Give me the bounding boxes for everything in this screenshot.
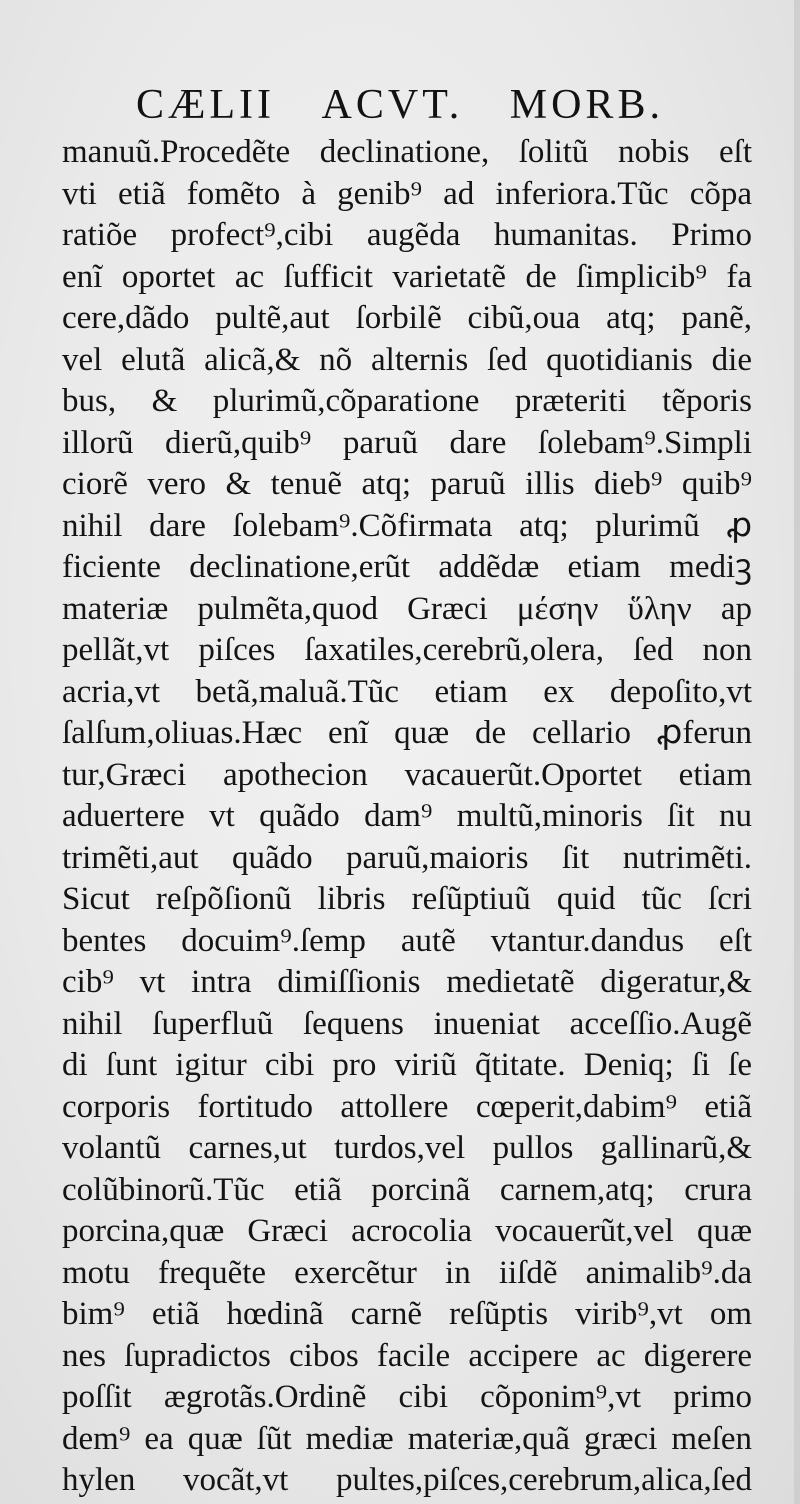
text-line: cib⁹ vt intra dimiſſionis medietatẽ digeratur,& xyxy=(62,964,752,1000)
text-line: illorũ dierũ,quib⁹ paruũ dare ſolebam⁹.Simpli xyxy=(62,424,752,461)
text-line: dem⁹ ea quæ ſũt mediæ materiæ,quã græci meſen xyxy=(62,1420,752,1457)
text-line: bus, & plurimũ,cõparatione præteriti tẽporis xyxy=(62,383,752,419)
text-line: bim⁹ etiã hœdinã carnẽ reſũptis virib⁹,vt om xyxy=(62,1296,752,1332)
text-line: enĩ oportet ac ſufficit varietatẽ de ſimplicib⁹ fa xyxy=(62,258,752,295)
header-work: ACVT. xyxy=(321,82,464,128)
text-line: cere,dãdo pultẽ,aut ſorbilẽ cibũ,oua atq; panẽ, xyxy=(62,300,752,336)
text-line: colũbinorũ.Tũc etiã porcinã carnem,atq; crura xyxy=(62,1171,752,1208)
text-line: pellãt,vt piſces ſaxatiles,cerebrũ,olera, ſed non xyxy=(62,632,752,668)
text-line: Sicut reſpõſionũ libris reſũptiuũ quid tũc ſcri xyxy=(62,881,752,917)
text-line: materiæ pulmẽta,quod Græci μέσην ὕλην ap xyxy=(62,590,752,627)
text-line: bentes docuim⁹.ſemp autẽ vtantur.dandus eſt xyxy=(62,922,752,959)
text-line: ficiente declinatione,erũt addẽdæ etiam mediꝫ xyxy=(62,549,752,585)
header-author: CÆLII xyxy=(136,82,276,128)
text-line: hylen vocãt,vt pultes,piſces,cerebrum,alica,ſed xyxy=(62,1462,752,1498)
text-line: aduertere vt quãdo dam⁹ multũ,minoris ſit nu xyxy=(62,798,752,834)
text-line: poſſit ægrotãs.Ordinẽ cibi cõponim⁹,vt primo xyxy=(62,1379,752,1415)
text-line: nes ſupradictos cibos facile accipere ac digerere xyxy=(62,1337,752,1374)
text-line: vel elutã alicã,& nõ alternis ſed quotidianis die xyxy=(62,341,752,378)
text-line: di ſunt igitur cibi pro viriũ q̃titate. Deniq; ſi ſe xyxy=(62,1047,752,1083)
page-edge xyxy=(794,0,800,1504)
text-line: motu frequẽte exercẽtur in iiſdẽ animalib⁹.da xyxy=(62,1254,752,1291)
text-line: trimẽti,aut quãdo paruũ,maioris ſit nutrimẽti. xyxy=(62,839,752,876)
body-text xyxy=(62,132,752,1502)
text-line: tur,Græci apothecion vacauerũt.Oportet etiam xyxy=(62,756,752,793)
text-line: corporis fortitudo attollere cœperit,dabim⁹ etiã xyxy=(62,1088,752,1125)
text-line: ciorẽ vero & tenuẽ atq; paruũ illis dieb⁹ quib⁹ xyxy=(62,466,752,502)
header-book: MORB. xyxy=(509,82,664,128)
text-line: vti etiã fomẽto à genib⁹ ad inferiora.Tũc cõpa xyxy=(62,175,752,212)
text-line: ſalſum,oliuas.Hæc enĩ quæ de cellario ꝓferun xyxy=(62,715,752,751)
running-header xyxy=(0,80,800,130)
text-line: nihil ſuperfluũ ſequens inueniat acceſſio.Augẽ xyxy=(62,1005,752,1042)
text-line: acria,vt betã,maluã.Tũc etiam ex depoſito,vt xyxy=(62,673,752,710)
text-line: ratiõe profect⁹,cibi augẽda humanitas. Primo xyxy=(62,217,752,253)
text-line: porcina,quæ Græci acrocolia vocauerũt,vel quæ xyxy=(62,1213,752,1249)
text-line: volantũ carnes,ut turdos,vel pullos gallinarũ,& xyxy=(62,1130,752,1166)
text-line: manuũ.Procedẽte declinatione, ſolitũ nobis eſt xyxy=(62,134,752,170)
text-line: nihil dare ſolebam⁹.Cõfirmata atq; plurimũ ꝓ xyxy=(62,507,752,544)
